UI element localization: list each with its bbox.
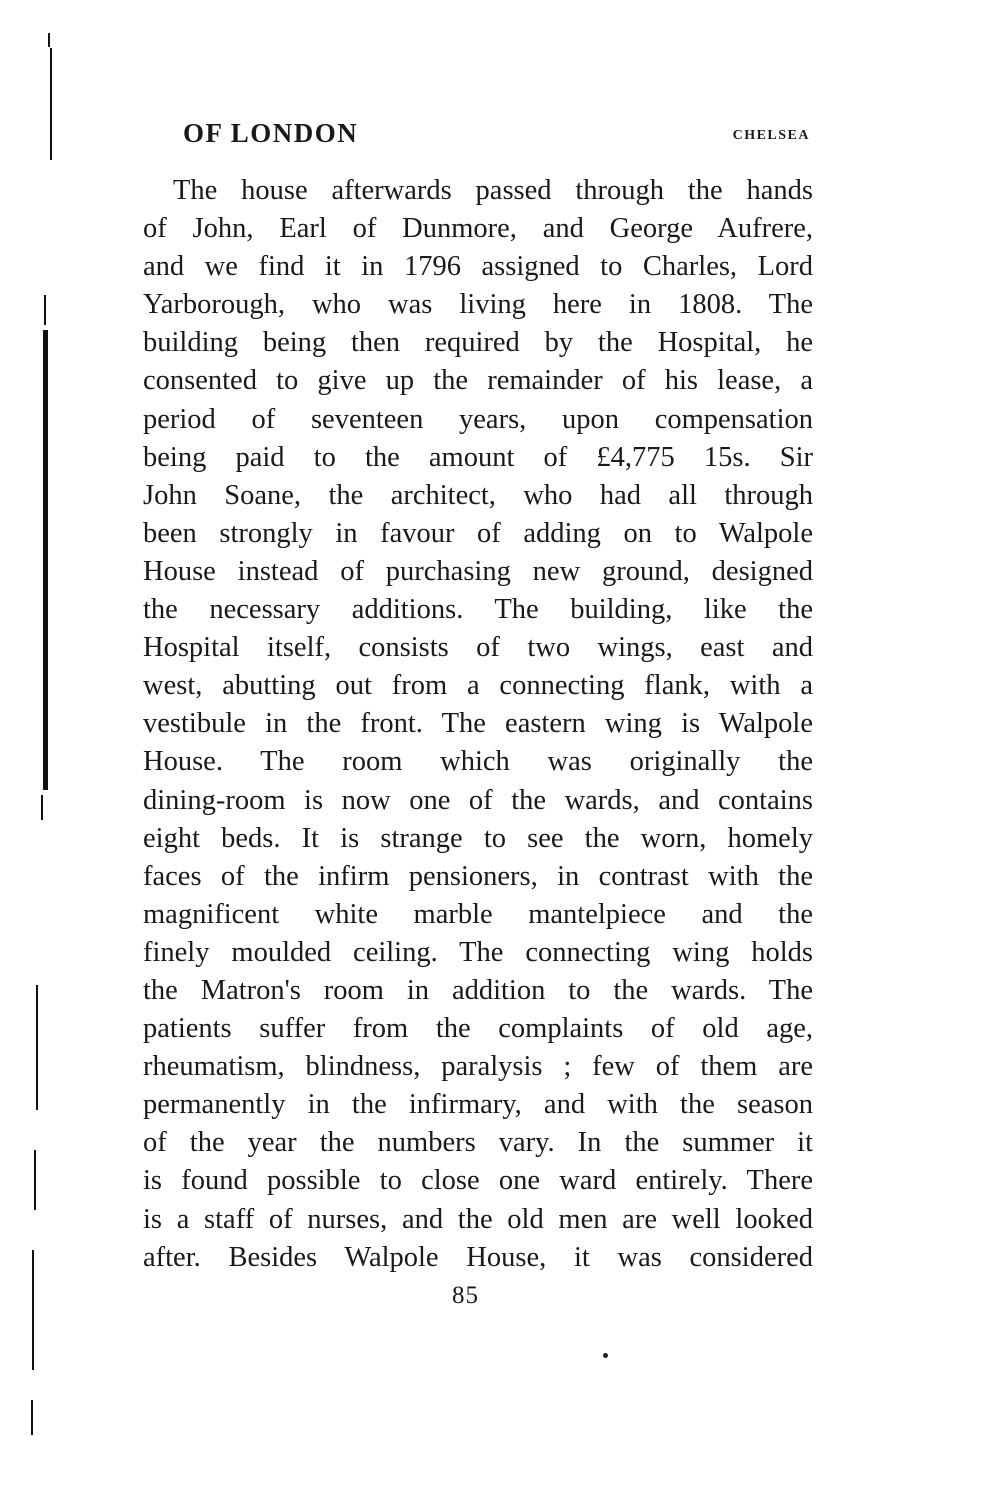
running-head (183, 118, 810, 158)
scan-edge-mark (31, 1400, 33, 1435)
scan-edge-mark (41, 795, 43, 820)
text-line: west, abutting out from a connecting flank, with a (143, 670, 813, 702)
text-line: Yarborough, who was living here in 1808. The (143, 289, 813, 321)
running-head-section: CHELSEA (732, 128, 810, 143)
scan-edge-mark (34, 1150, 36, 1210)
scan-edge-mark (48, 33, 50, 47)
text-line: being paid to the amount of £4,775 15s. Sir (143, 441, 813, 473)
text-line: is found possible to close one ward entirely. There (143, 1165, 813, 1197)
text-line: The house afterwards passed through the hands (173, 175, 813, 206)
text-line: finely moulded ceiling. The connecting wing holds (143, 936, 813, 968)
text-line: been strongly in favour of adding on to Walpole (143, 517, 813, 549)
text-line: of John, Earl of Dunmore, and George Aufrere, (143, 213, 813, 245)
scan-edge-mark (43, 330, 48, 790)
running-head-title: OF LONDON (183, 118, 359, 148)
text-line: dining-room is now one of the wards, and contains (143, 784, 813, 816)
text-line: of the year the numbers vary. In the summer it (143, 1127, 813, 1159)
text-line: permanently in the infirmary, and with the season (143, 1089, 813, 1121)
text-line: period of seventeen years, upon compensation (143, 403, 813, 435)
scan-edge-mark (50, 48, 52, 160)
text-line: building being then required by the Hospital, he (143, 327, 813, 359)
text-line: the necessary additions. The building, like the (143, 594, 813, 626)
text-line: John Soane, the architect, who had all through (143, 479, 813, 511)
text-line: rheumatism, blindness, paralysis ; few of them are (143, 1051, 813, 1083)
body-text (143, 172, 813, 1277)
text-line: vestibule in the front. The eastern wing is Walpole (143, 708, 813, 740)
page-number: 85 (452, 1282, 479, 1309)
text-line: patients suffer from the complaints of old age, (143, 1013, 813, 1045)
text-line: the Matron's room in addition to the wards. The (143, 974, 813, 1006)
scan-speck (603, 1353, 608, 1358)
text-line: is a staff of nurses, and the old men are well looked (143, 1203, 813, 1235)
scan-edge-mark (44, 295, 46, 325)
text-line: House. The room which was originally the (143, 746, 813, 778)
text-line: Hospital itself, consists of two wings, east and (143, 632, 813, 664)
text-line: magnificent white marble mantelpiece and the (143, 898, 813, 930)
text-line: faces of the infirm pensioners, in contrast with the (143, 860, 813, 892)
text-line: eight beds. It is strange to see the worn, homely (143, 822, 813, 854)
scan-edge-mark (32, 1250, 34, 1370)
text-line: House instead of purchasing new ground, designed (143, 555, 813, 587)
text-line: consented to give up the remainder of his lease, a (143, 365, 813, 397)
text-line: after. Besides Walpole House, it was considered (143, 1241, 813, 1273)
scan-edge-mark (36, 985, 38, 1110)
text-line: and we find it in 1796 assigned to Charles, Lord (143, 251, 813, 283)
